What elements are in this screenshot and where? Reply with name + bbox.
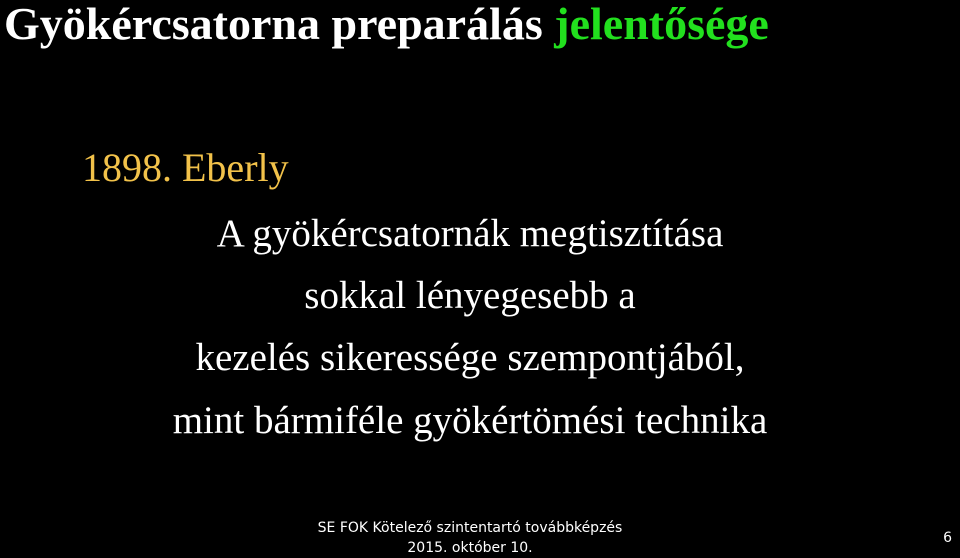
- page-number: 6: [943, 530, 952, 546]
- slide-title-highlight: jelentősége: [554, 0, 769, 49]
- footer-date: 2015. október 10.: [407, 540, 533, 556]
- quote-line-2: sokkal lényegesebb a: [304, 274, 636, 317]
- quote-line-4: mint bármiféle gyökértömési technika: [172, 399, 768, 442]
- slide-title: [4, 0, 769, 54]
- slide-title-main: Gyökércsatorna preparálás: [4, 0, 543, 49]
- quote-line-1: A gyökércsatornák megtisztítása: [216, 212, 724, 255]
- quote-author: 1898. Eberly: [82, 145, 289, 190]
- quote-line-3: kezelés sikeressége szempontjából,: [195, 336, 745, 379]
- footer-event: SE FOK Kötelező szintentartó továbbképzés: [317, 520, 623, 536]
